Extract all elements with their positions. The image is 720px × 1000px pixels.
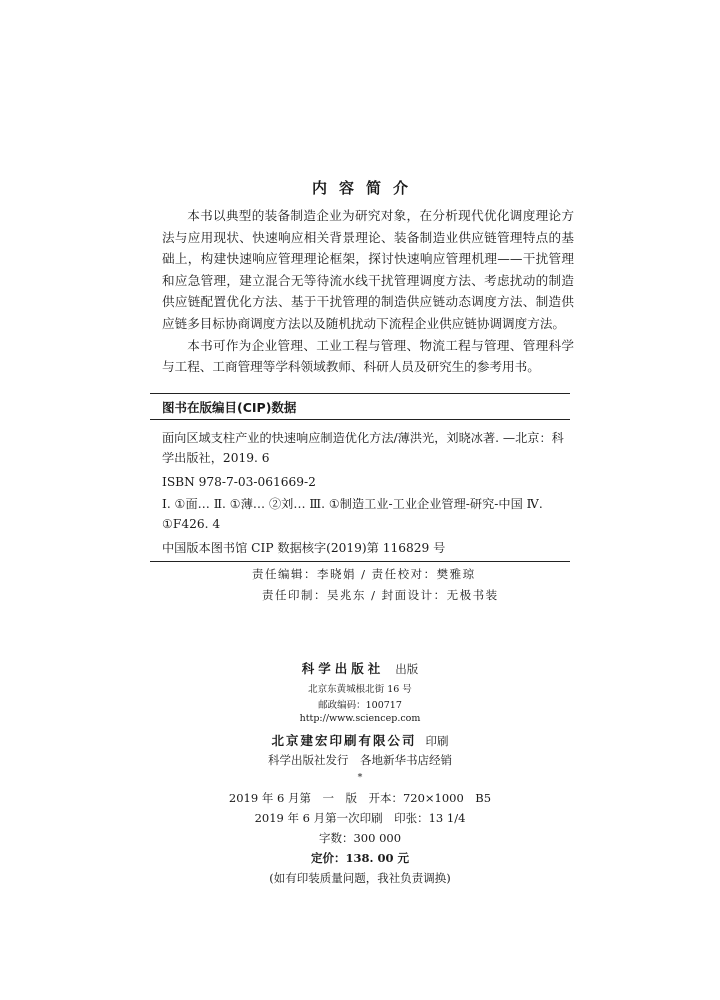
cip-isbn: ISBN 978-7-03-061669-2	[162, 475, 316, 489]
cip-header-rule	[150, 419, 570, 420]
printer-line	[0, 730, 720, 749]
cip-bottom-rule	[150, 561, 570, 562]
cip-header: 图书在版编目(CIP)数据	[162, 400, 297, 415]
cip-record: 面向区域支柱产业的快速响应制造优化方法/薄洪光，刘晓冰著. —北京：科学出版社，2019. 6	[162, 431, 564, 465]
edition-info: 2019 年 6 月第 一 版 开本：720×1000 B5	[228, 791, 492, 805]
printer-name: 北京建宏印刷有限公司	[271, 733, 417, 748]
cip-number: 中国版本图书馆 CIP 数据核字(2019)第 116829 号	[162, 541, 446, 555]
publisher-postcode: 邮政编码：100717	[318, 700, 402, 711]
word-count: 字数：300 000	[318, 831, 402, 845]
summary-title: 内容简介	[311, 179, 420, 197]
publisher-line	[0, 658, 720, 677]
summary-body	[162, 205, 574, 378]
price: 定价：138. 00 元	[310, 851, 410, 865]
summary-paragraph: 本书可作为企业管理、工业工程与管理、物流工程与管理、管理科学与工程、工商管理等学科领域教师、科研人员及研究生的参考用书。	[162, 337, 574, 375]
separator-star: *	[357, 772, 363, 783]
credits-printing: 责任印制：吴兆东 / 封面设计：无极书装	[262, 588, 499, 602]
summary-paragraph: 本书以典型的装备制造企业为研究对象，在分析现代优化调度理论方法与应用现状、快速响应相关背景理论、装备制造业供应链管理特点的基础上，构建快速响应管理理论框架，探讨快速响应管理机理——干扰管理和应急管理，建立混合无等待流水线干扰管理调度方法、考虑扰动的制造供应链配置优化方法、基于干扰管理的制造供应链动态调度方法、制造供应链多目标协商调度方法以及随机扰动下流程企业供应链协调调度方法。	[162, 208, 574, 331]
publisher-role: 出版	[395, 662, 419, 676]
publisher-address: 北京东黄城根北街 16 号	[308, 684, 412, 695]
cip-classification: Ⅰ. ①面… Ⅱ. ①薄… ②刘… Ⅲ. ①制造工业-工业企业管理-研究-中国 Ⅳ. ①F426. 4	[162, 497, 543, 531]
distribution: 科学出版社发行 各地新华书店经销	[268, 753, 452, 767]
credits-editors: 责任编辑：李晓娟 / 责任校对：樊雅琼	[252, 567, 476, 581]
publisher-website: http://www.sciencep.com	[299, 713, 421, 724]
printer-role: 印刷	[425, 734, 449, 748]
publisher-name: 科学出版社	[301, 661, 385, 676]
printing-info: 2019 年 6 月第一次印刷 印张：13 1/4	[254, 811, 466, 825]
quality-note: (如有印装质量问题，我社负责调换)	[269, 871, 451, 885]
cip-top-rule	[150, 393, 570, 394]
